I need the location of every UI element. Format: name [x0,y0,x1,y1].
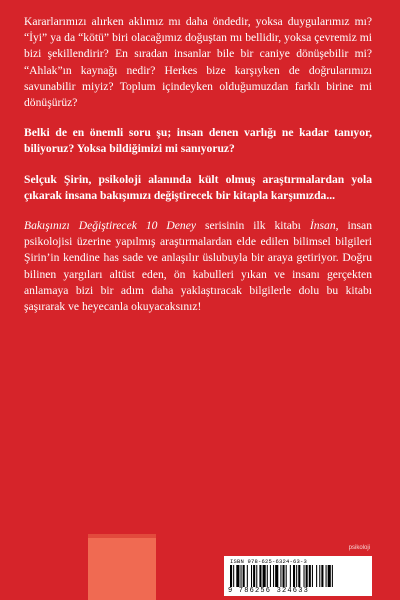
barcode-bar [306,565,308,587]
paragraph-key-question: Belki de en önemli soru şu; insan denen varlığı ne kadar tanıyor, biliyoruz? Yoksa bildiğimizi mi sanıyoruz? [24,126,372,156]
barcode-bar [253,565,255,587]
barcode-number: 9 786256 324633 [228,587,310,595]
barcode-bar [283,565,285,587]
barcode-bar [332,565,333,587]
isbn-label: ISBN 978-625-6324-63-3 [230,558,308,565]
barcode-bar [270,565,271,587]
paragraph-description [24,218,372,315]
series-title: Bakışınızı Değiştirecek 10 Deney [24,219,197,233]
barcode-bar [319,565,320,587]
barcode-bar [280,565,281,587]
back-cover-text [24,14,372,329]
barcode-bar [259,565,261,587]
barcode-bar [241,565,242,587]
barcode-bar [304,565,305,587]
barcode-bar [273,565,274,587]
barcode-bar [230,565,232,587]
barcode-bar [290,565,291,587]
accent-strip-fold [88,534,156,538]
barcode-bar [275,565,278,587]
barcode-bar [309,565,311,587]
barcode-bar [243,565,245,587]
description-mid: serisinin ilk kitabı [196,219,310,233]
barcode-bar [328,565,331,587]
barcode-bar [236,565,239,587]
barcode-bar [316,565,317,587]
barcode-bar [326,565,327,587]
barcode-bars [230,565,366,587]
barcode [224,556,372,596]
barcode-bar [256,565,257,587]
barcode-bar [286,565,287,587]
barcode-bar [247,565,248,587]
book-title: İnsan [309,219,336,233]
barcode-bar [312,565,313,587]
barcode-bar [267,565,268,587]
paragraph-author-intro: Selçuk Şirin, psikoloji alanında kült olmuş araştırmalardan yola çıkarak insana bakışımızı değiştirecek bir kitapla karşımızda... [24,172,372,202]
barcode-bar [298,565,300,587]
barcode-bar [263,565,266,587]
barcode-bar [293,565,295,587]
barcode-bar [233,565,234,587]
barcode-bar [296,565,297,587]
barcode-bar [321,565,323,587]
category-label: psikoloji [348,545,370,551]
accent-strip [88,534,156,600]
description-rest: , insan psikolojisi üzerine yapılmış araştırmalardan elde edilen bilimsel bilgileri Şirin’in kendine has sade ve anlaşılır üslubuyla bir araya getiriyor. Doğru bilinen yargıları altüst eden, ön kabulleri yıkan ve insanı gerçekten anlamaya bizi bir adım daha yaklaştıracak bilgilerle dolu bu kitabı şaşırarak ve heyecanla okuyacaksınız! [24,219,372,314]
paragraph-questions: Kararlarımızı alırken aklımız mı daha öndedir, yoksa duygularımız mı? “İyi” ya da “kötü” biri olacağımız doğuştan mı bellidir, yoksa çevremiz mi bizi şekillendirir? En sıradan insanlar bile bir caniye dönüşebilir mi? “Ahlak”ın kaynağı nedir? Herkes bize karşıyken de doğrularımızı savunabilir miyiz? Toplum içindeyken olduğumuzdan farklı birine mi dönüşürüz? [24,15,372,110]
barcode-bar [251,565,252,587]
